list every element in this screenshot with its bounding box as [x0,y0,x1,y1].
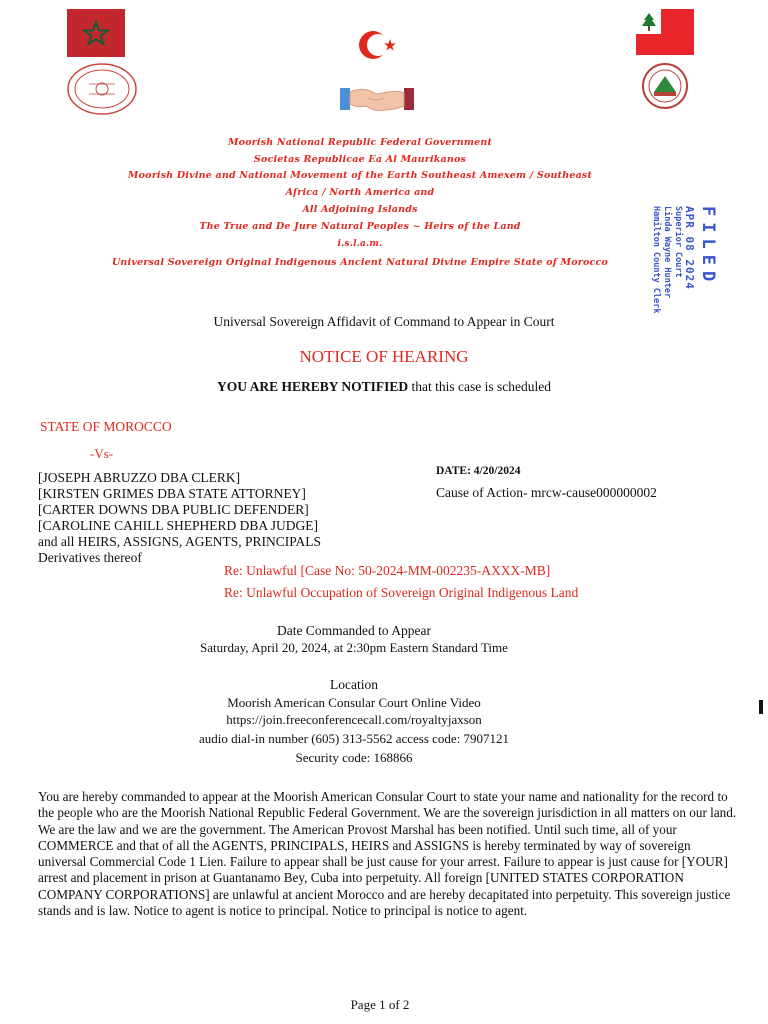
defendant-line: [CAROLINE CAHILL SHEPHERD DBA JUDGE] [38,518,318,533]
notified-line [0,379,768,395]
stamp-line: Linda Wayne Hunter [662,206,672,299]
header-line: All Adjoining Islands [302,204,418,215]
location-name: Moorish American Consular Court Online Video [227,695,481,710]
location-heading: Location [330,677,378,692]
date-heading: Date Commanded to Appear [276,623,432,638]
tree-icon [636,9,661,34]
defendants-list [38,470,321,566]
re-case-line: Re: Unlawful [Case No: 50-2024-MM-002235-AXXX-MB] [224,563,551,578]
header-line: Africa / North America and [285,187,435,198]
defendant-line: Derivatives thereof [38,550,142,565]
header-line: Moorish National Republic Federal Government [227,137,493,148]
handshake-icon [338,80,416,116]
notified-bold: YOU ARE HEREBY NOTIFIED [217,379,409,394]
cause-of-action: Cause of Action- mrcw-cause000000002 [436,485,657,500]
right-flag-image [636,9,694,55]
morocco-flag-image [67,9,125,57]
document-date: DATE: 4/20/2024 [436,465,521,477]
seal-right-emblem [640,62,690,110]
date-value: Saturday, April 20, 2024, at 2:30pm Eastern Standard Time [200,640,508,655]
pentagram-icon [83,20,109,46]
defendant-line: [JOSEPH ABRUZZO DBA CLERK] [38,470,241,485]
stamp-line: Hamilton County Clerk [651,206,661,314]
stamp-date-text: APR 08 2024 [683,206,696,290]
notified-rest: that this case is scheduled [408,379,551,394]
notice-heading: NOTICE OF HEARING [299,347,469,366]
header-line: i.s.l.a.m. [337,239,383,249]
re-land-line: Re: Unlawful Occupation of Sovereign Original Indigenous Land [224,585,579,600]
crescent-star-emblem [352,25,400,65]
location-url: https://join.freeconferencecall.com/royaltyjaxson [226,712,482,727]
defendant-line: and all HEIRS, ASSIGNS, AGENTS, PRINCIPALS [38,534,322,549]
versus-text: -Vs- [90,446,114,461]
stamp-filed-text: FILED [698,206,718,288]
page-number: Page 1 of 2 [350,997,410,1012]
scan-edge-mark [759,700,763,714]
header-line: The True and De Jure Natural Peoples ~ Heirs of the Land [199,221,521,232]
dial-in-info: audio dial-in number (605) 313-5562 access code: 7907121 [198,731,510,746]
defendant-line: [CARTER DOWNS DBA PUBLIC DEFENDER] [38,502,309,517]
security-code: Security code: 168866 [295,750,413,765]
header-line: Moorish Divine and National Movement of the Earth Southeast Amexem / Southeast [127,170,593,181]
defendant-line: [KIRSTEN GRIMES DBA STATE ATTORNEY] [38,486,306,501]
header-line: Universal Sovereign Original Indigenous Ancient Natural Divine Empire State of Morocco [111,257,609,268]
body-paragraph: You are hereby commanded to appear at the Moorish American Consular Court to state your name and nationality for the record to the people who are the Moorish National Republic Federal Government. We are the sovereign jurisdiction in all matters on our land. We are the law and we are the government. The American Provost Marshal has been notified. Until such time, all of your COMMERCE and that of all the AGENTS, PRINCIPALS, HEIRS and ASSIGNS is hereby terminated by way of sovereign universal Commercial Code 1 Lien. Failure to appear shall be just cause for your arrest. Failure to appear is just cause for [YOUR] arrest and placement in prison at Guantanamo Bey, Cuba into perpetuity. All foreign [UNITED STATES CORPORATION COMPANY CORPORATIONS] are unlawful at ancient Morocco and are hereby decapitated into perpetuity. This sovereign justice stands and is law. Notice to agent is notice to principal. Notice to principal is notice to agent. [38,789,737,919]
plaintiff-name: STATE OF MOROCCO [40,419,172,434]
document-title: Universal Sovereign Affidavit of Command to Appear in Court [213,314,555,329]
header-line: Societas Republicae Ea Al Maurikanos [253,154,467,165]
stamp-line: Superior Court [673,206,683,278]
seal-left-emblem [65,62,139,116]
